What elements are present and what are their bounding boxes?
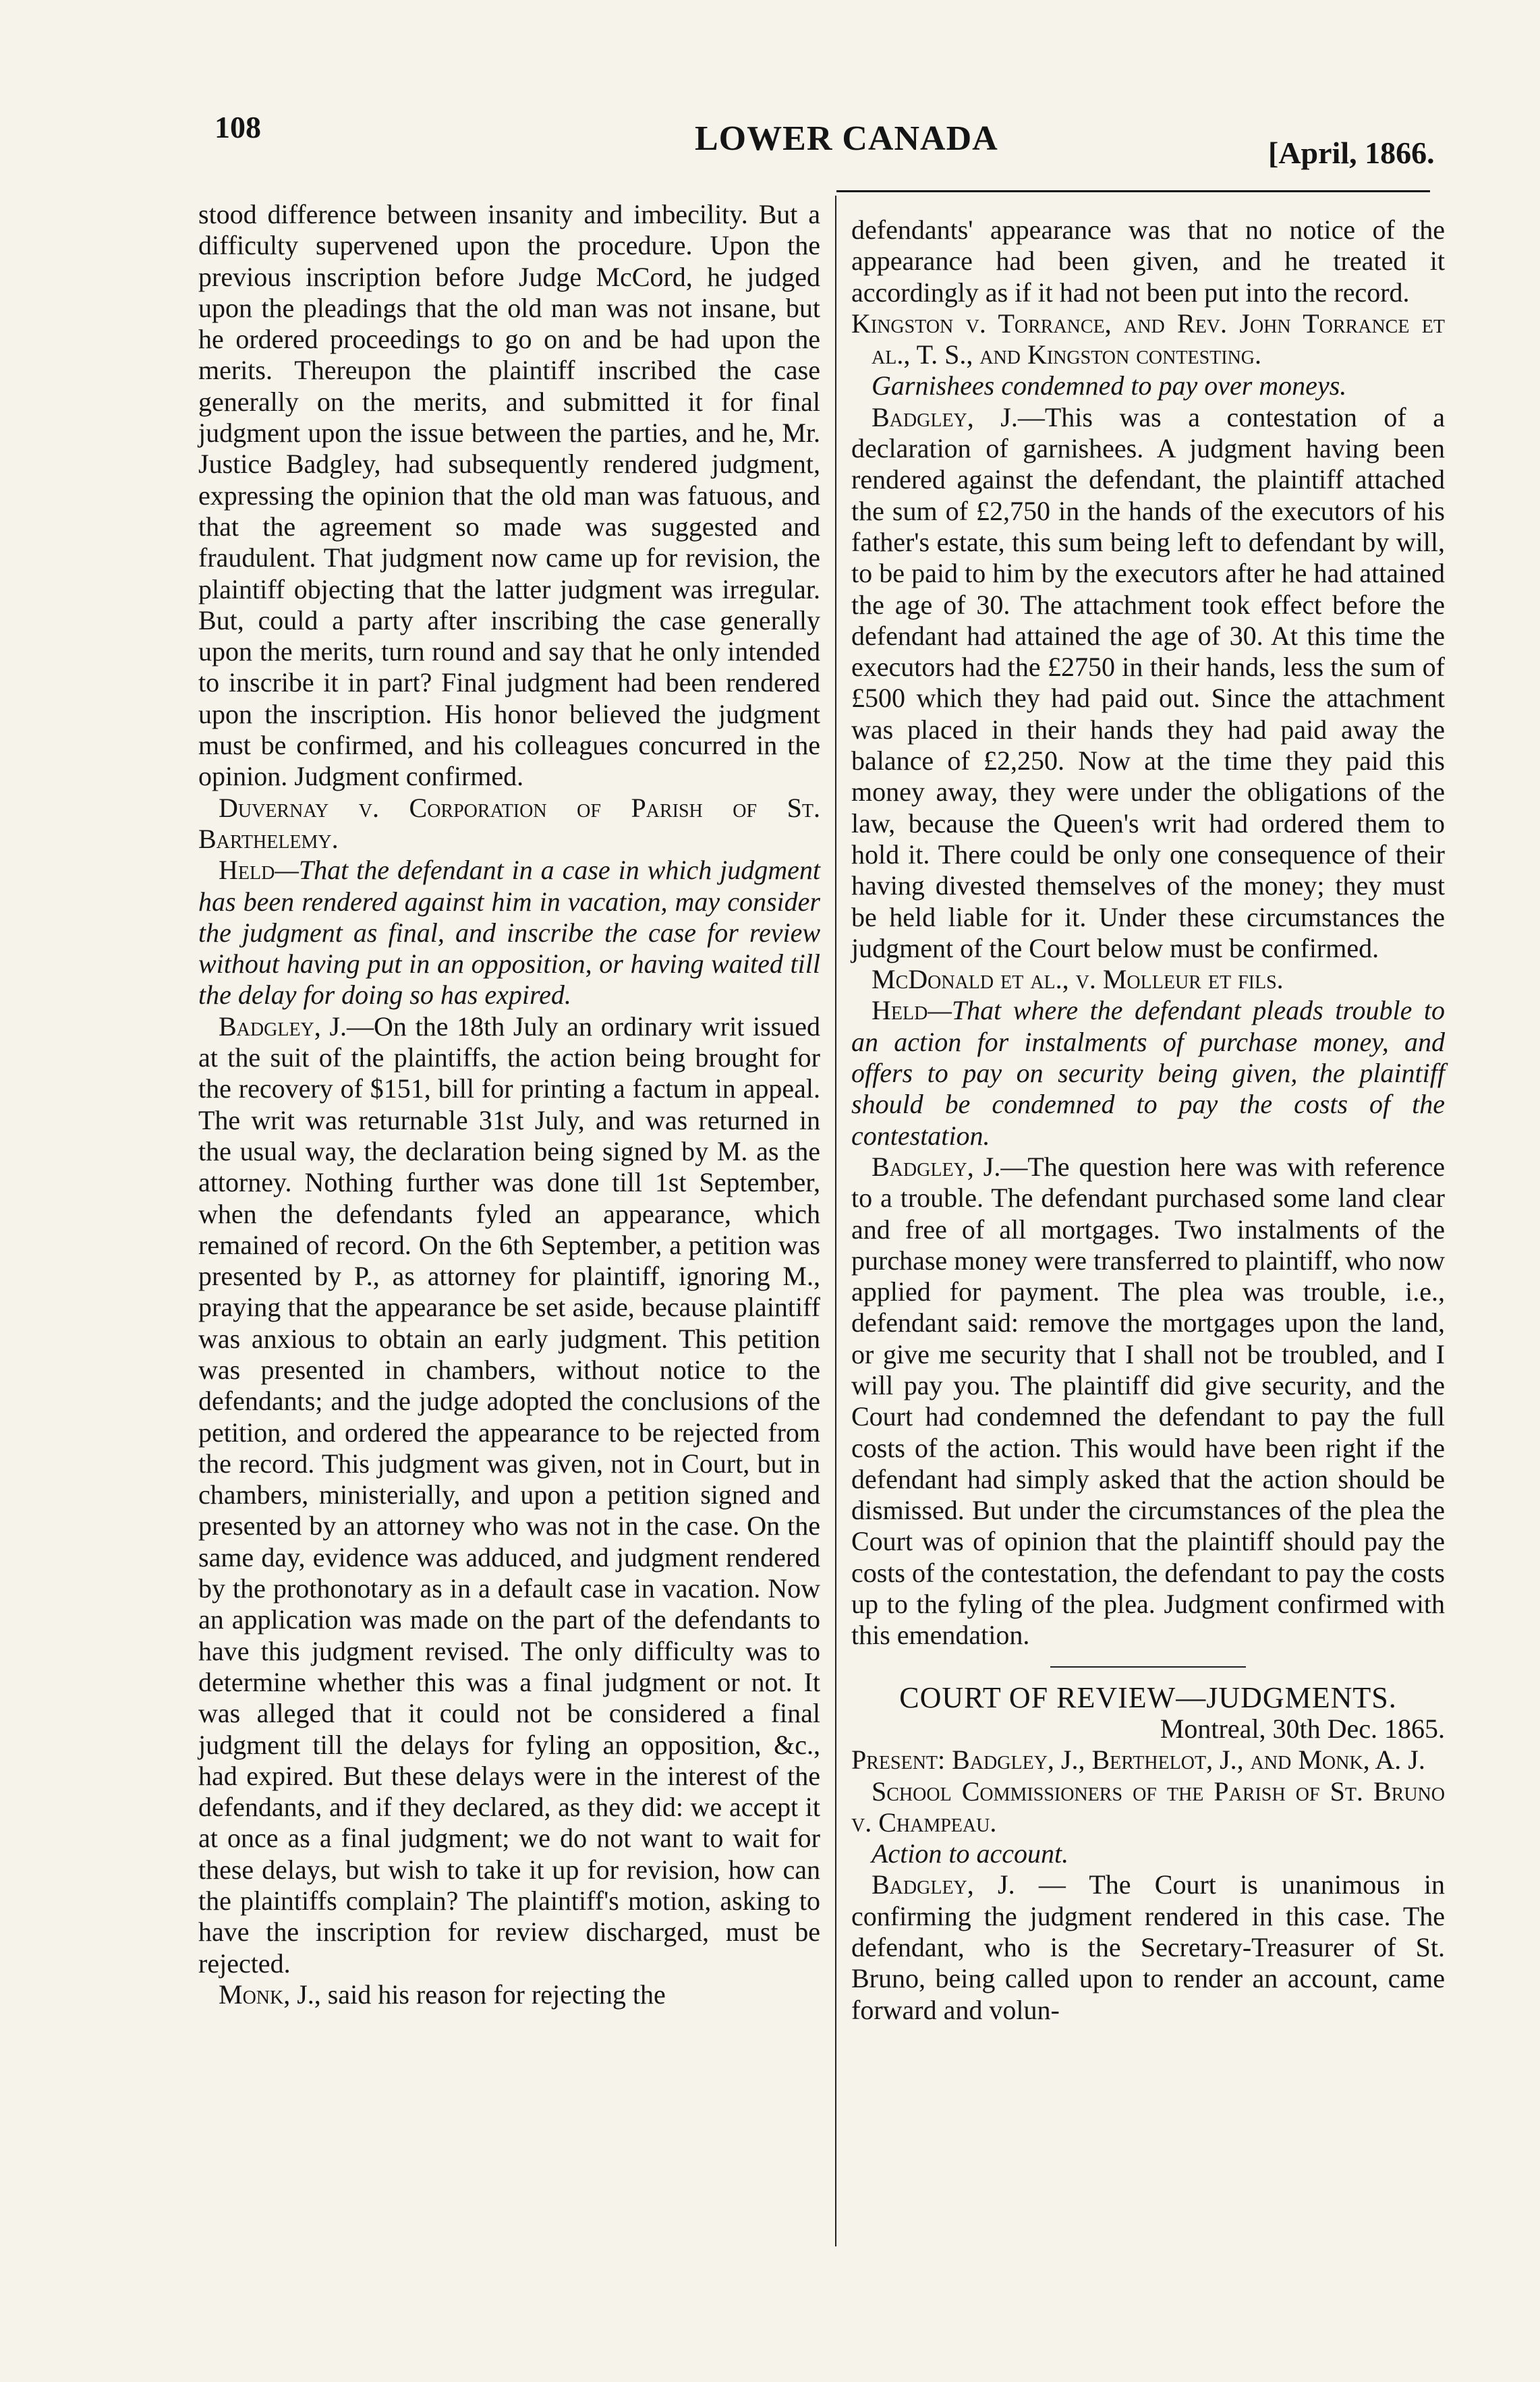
case-title-duvernay: Duvernay v. Corporation of Parish of St. Barthelemy. <box>198 792 820 854</box>
right-column <box>851 215 1445 2026</box>
case-title-kingston: Kingston v. Torrance, and Rev. John Torrance et al., T. S., and Kingston contesting. <box>851 308 1445 370</box>
opinion-school <box>851 1869 1445 2025</box>
case-title-mcdonald: McDonald et al., v. Molleur et fils. <box>872 964 1284 995</box>
opinion-mcdonald <box>851 1152 1445 1651</box>
column-divider <box>835 196 836 2246</box>
held-label: Held <box>219 855 275 886</box>
judge-name-school: Badgley, J. <box>872 1869 1015 1900</box>
left-column <box>198 199 820 2010</box>
present-label: Present <box>851 1745 938 1776</box>
continued-paragraph-right: defendants' appearance was that no notice of the appearance had been given, and he treated it accordingly as if it had not been put into the record. <box>851 215 1445 308</box>
kingston-text: —This was a contestation of a declaration of garnishees. A judgment having been rendered against the defendant, the plaintiff attached the sum of £2,750 in the hands of the executors of his father's estate, this sum being left to defendant by will, to be paid to him by the executors after he had attained the age of 30. The attachment took effect before the defendant had attained the age of 30. At this time the executors had the £2750 in their hands, less the sum of £500 which they had paid out. Since the attachment was placed in their hands they had paid away the balance of £2,250. Now at the time they paid this money away, they were under the obligations of the law, because the Queen's writ had ordered them to hold it. There could be only one consequence of their having divested themselves of the money; they must be held liable for it. Under these circumstances the judgment of the Court below must be confirmed. <box>851 401 1445 963</box>
school-text: — The Court is unanimous in confirming the judgment rendered in this case. The defendant, who is the Secretary-Treasurer of St. Bruno, being called upon to render an account, came forward and volun- <box>851 1869 1445 2025</box>
held-text: —That the defendant in a case in which judgment has been rendered against him in vacation, may consider the judgment as final, and inscribe the case for review without having put in an opposition, or having waited till the delay for doing so has expired. <box>198 855 820 1011</box>
opinion-text: —On the 18th July an ordinary writ issued at the suit of the plaintiffs, the action being brought for the recovery of $151, bill for printing a factum in appeal. The writ was returnable 31st July, and was returned in the usual way, the declaration being signed by M. as the attorney. Nothing further was done till 1st September, when the defendants fyled an appearance, which remained of record. On the 6th September, a petition was presented by P., as attorney for plaintiff, ignoring M., praying that the appearance be set aside, because plaintiff was anxious to obtain an early judgment. This petition was presented in chambers, without notice to the defendants; and the judge adopted the conclusions of the petition, and ordered the appearance to be rejected from the record. This judgment was given, not in Court, but in chambers, ministerially, and upon a petition signed and presented by an attorney who was not in the case. On the same day, evidence was adduced, and judgment rendered by the prothonotary as in a default case in vacation. Now an application was made on the part of the defendants to have this judgment revised. The only difficulty was to determine whether this was a final judgment or not. It was alleged that it could not be considered a final judgment till the delays for fyling an opposition, &c., had expired. But these delays were in the interest of the defendants, and if they declared, as they did: we accept it at once as a final judgment; we do not want to wait for these delays, but wish to take it up for revision, how can the plaintiffs complain? The plaintiff's motion, asking to have the inscription for review discharged, must be rejected. <box>198 1011 820 1979</box>
page-number: 108 <box>215 110 261 144</box>
present-text: : Badgley, J., Berthelot, J., and Monk, A. J. <box>938 1745 1425 1776</box>
subhead-school: Action to account. <box>872 1838 1069 1869</box>
running-head <box>0 101 1540 170</box>
subhead-kingston: Garnishees condemned to pay over moneys. <box>872 370 1347 401</box>
opinion-badgley <box>198 1011 820 1979</box>
monk-text: , said his reason for rejecting the <box>314 1979 666 2010</box>
header-rule <box>836 190 1430 192</box>
held-text-mcdonald: —That where the defendant pleads trouble to an action for instalments of purchase money, and offers to pay on security being given, the plaintiff should be condemned to pay the costs of the contestation. <box>851 995 1445 1151</box>
running-date: [April, 1866. <box>1268 136 1435 170</box>
held-label-mcdonald: Held <box>872 995 928 1026</box>
case-title-school: School Commissioners of the Parish of St. Bruno v. Champeau. <box>851 1776 1445 1838</box>
judge-name-monk: Monk, J. <box>219 1979 314 2010</box>
opinion-kingston <box>851 402 1445 964</box>
opinion-monk <box>198 1979 820 2010</box>
judge-name: Badgley, J. <box>219 1011 347 1042</box>
court-heading: COURT OF REVIEW—JUDGMENTS. <box>899 1680 1397 1714</box>
judge-name-mcdonald: Badgley, J. <box>872 1151 1001 1182</box>
dateline: Montreal, 30th Dec. 1865. <box>1160 1713 1445 1744</box>
held-mcdonald <box>851 995 1445 1151</box>
judge-name-kingston: Badgley, J. <box>872 401 1018 432</box>
continued-paragraph: stood difference between insanity and imbecility. But a difficulty supervened upon the procedure. Upon the previous inscription before Judge McCord, he judged upon the pleadings that the old man was not insane, but he ordered proceedings to go on and be had upon the merits. Thereupon the plaintiff inscribed the case generally on the merits, and submitted it for final judgment upon the issue between the parties, and he, Mr. Justice Badgley, had subsequently rendered judgment, expressing the opinion that the old man was fatuous, and that the agreement so made was suggested and fraudulent. That judgment now came up for revision, the plaintiff objecting that the latter judgment was irregular. But, could a party after inscribing the case generally upon the merits, turn round and say that he only intended to inscribe it in part? Final judgment had been rendered upon the inscription. His honor believed the judgment must be confirmed, and his colleagues concurred in the opinion. Judgment confirmed. <box>198 199 820 792</box>
present-line <box>851 1745 1445 1776</box>
mcdonald-text: —The question here was with reference to a trouble. The defendant purchased some land clear and free of all mortgages. Two instalments of the purchase money were transferred to plaintiff, who now applied for payment. The plea was trouble, i.e., defendant said: remove the mortgages upon the land, or give me security that I shall not be troubled, and I will pay you. The plaintiff did give security, and the Court had condemned the defendant to pay the full costs of the action. This would have been right if the defendant had simply asked that the action should be dismissed. But under the circumstances of the plea the Court was of opinion that the plaintiff should pay the costs of the contestation, the defendant to pay the costs up to the fyling of the plea. Judgment confirmed with this emendation. <box>851 1151 1445 1651</box>
held-duvernay <box>198 855 820 1011</box>
section-rule <box>1050 1666 1246 1668</box>
running-title: LOWER CANADA <box>695 119 998 158</box>
